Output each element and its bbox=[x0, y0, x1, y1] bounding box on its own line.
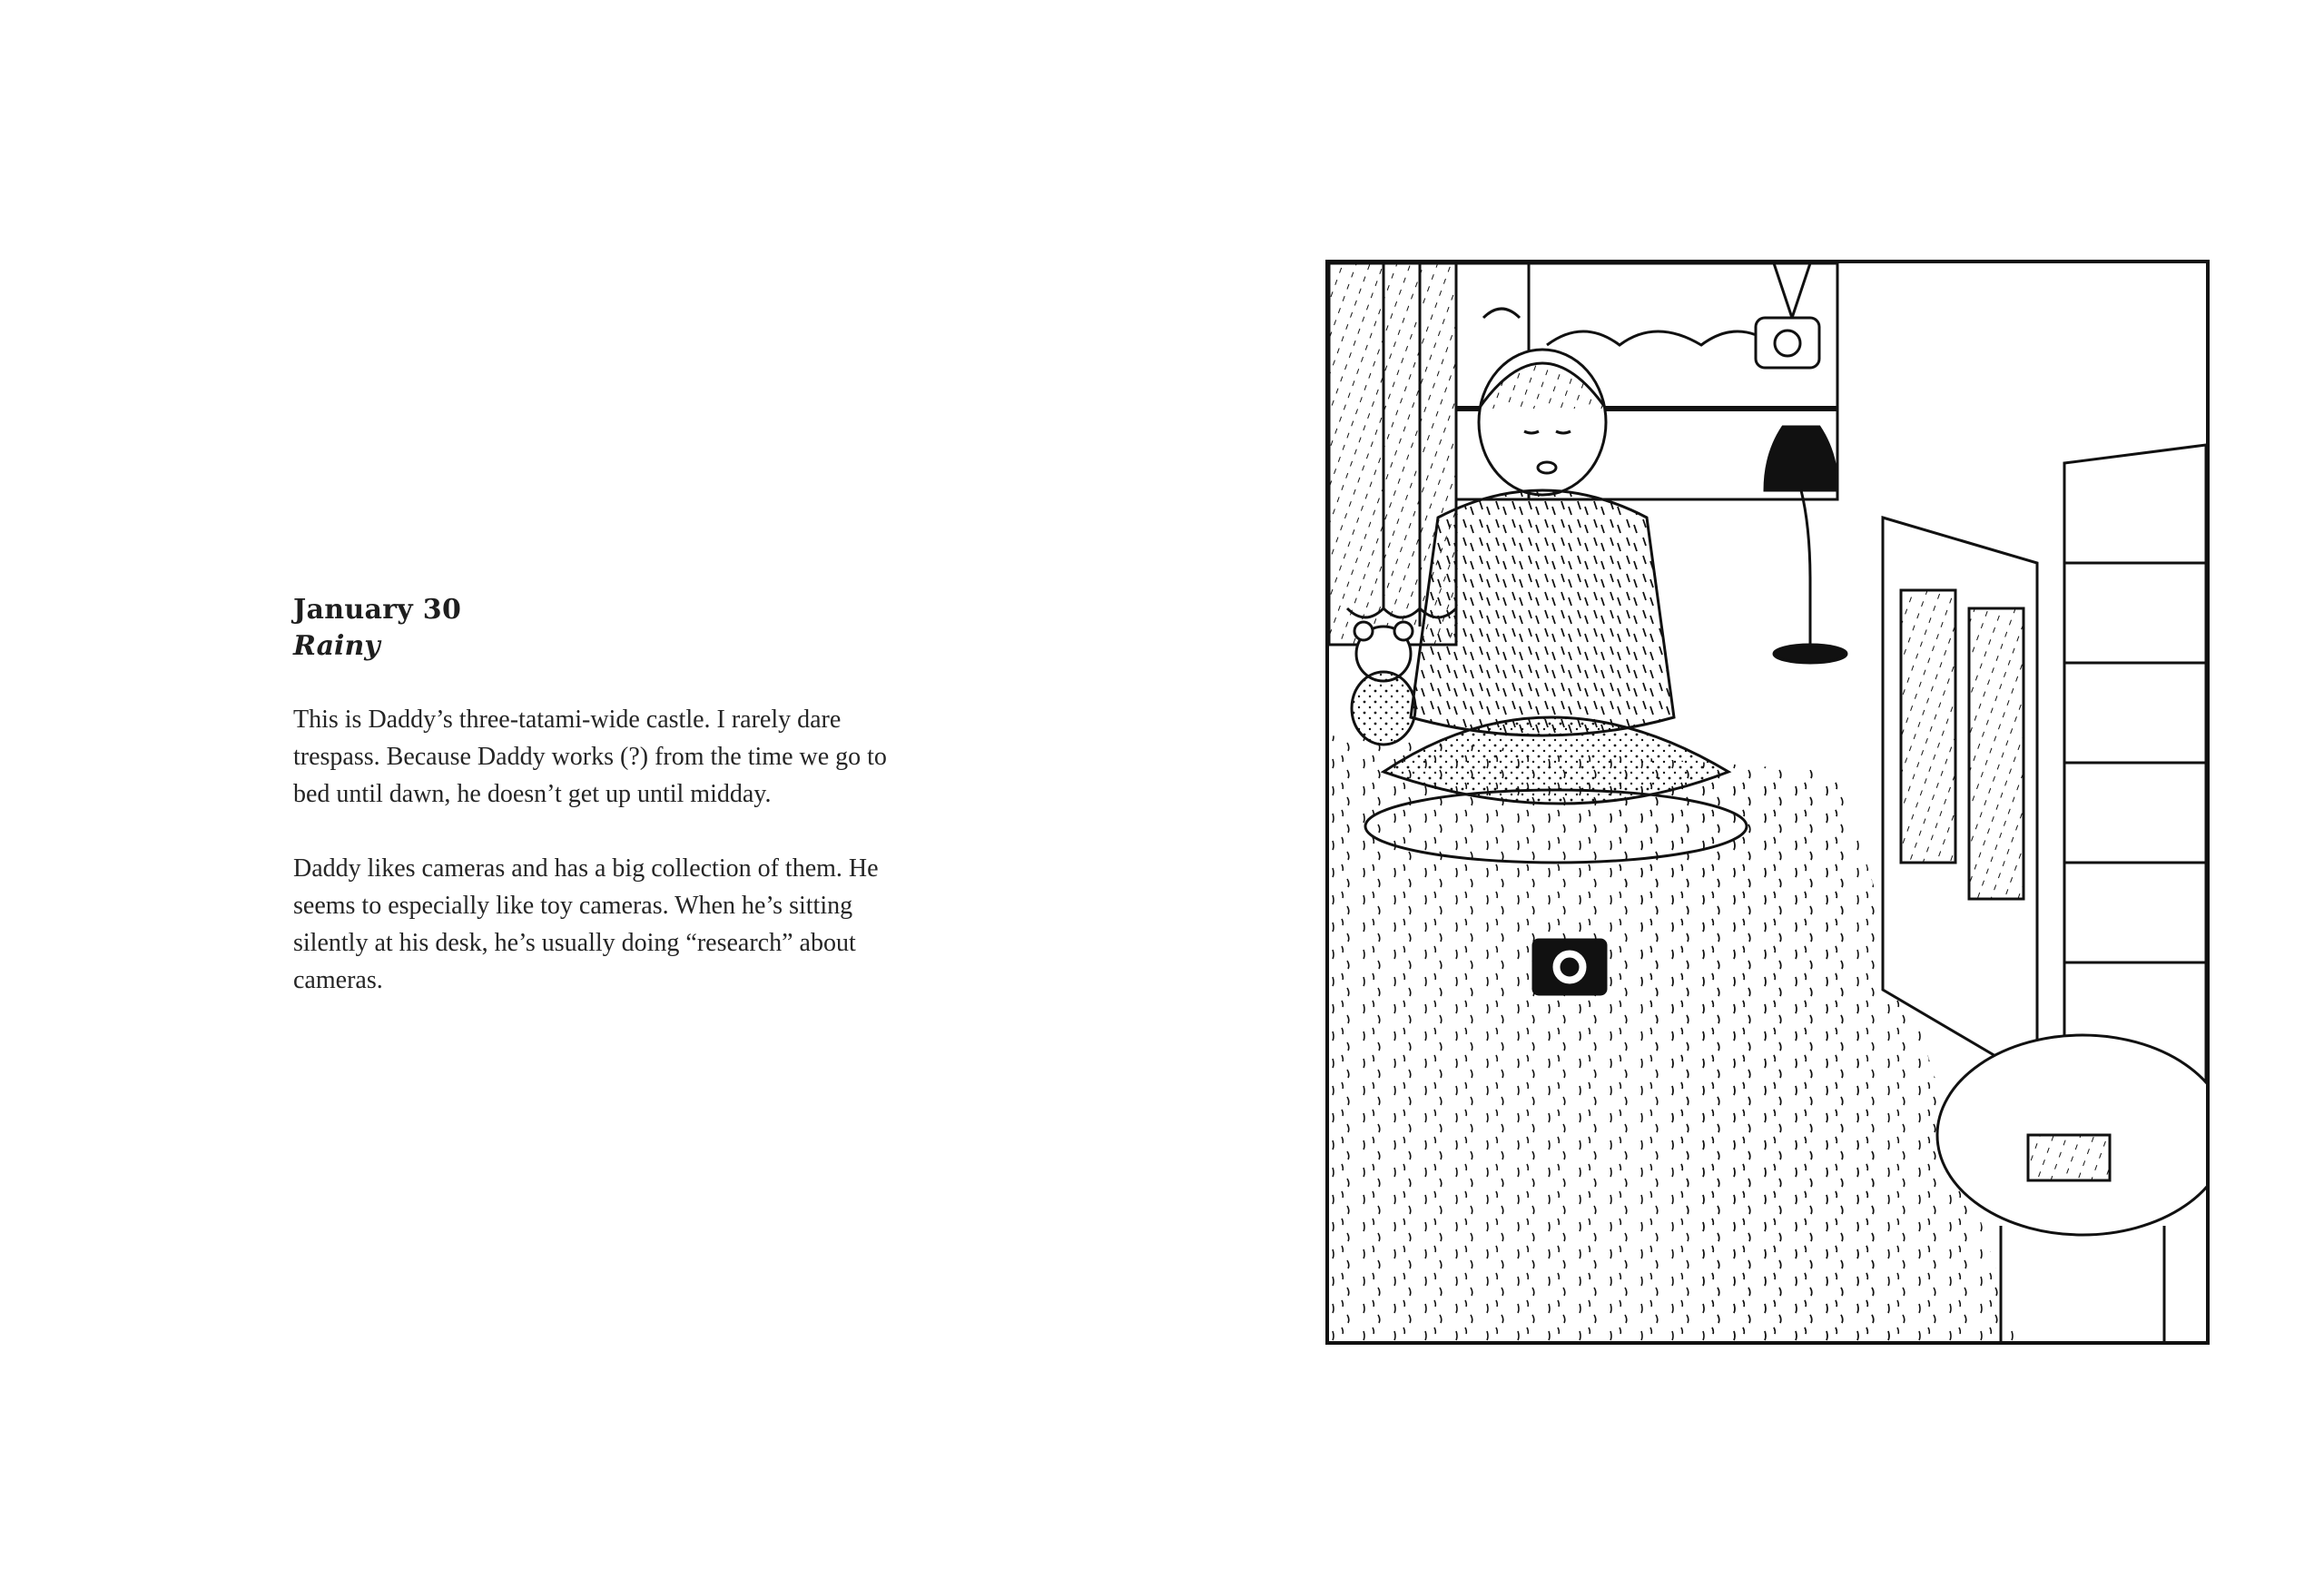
glass-cabinet bbox=[1883, 518, 2037, 1081]
hanging-bag bbox=[1756, 263, 1819, 368]
diary-entry bbox=[293, 592, 892, 1036]
desk-lamp bbox=[1765, 427, 1846, 663]
bookshelf bbox=[2064, 445, 2206, 1081]
entry-paragraph-2: Daddy likes cameras and has a big collection of them. He seems to especially like toy cameras. When he’s sitting silently at his desk, he’s usually doing “research” about cameras. bbox=[293, 854, 879, 994]
illustration-drawing bbox=[1329, 263, 2206, 1341]
entry-paragraph-1: This is Daddy’s three-tatami-wide castle. I rarely dare trespass. Because Daddy works (?) from the time we go to bed until dawn, he doesn’t get up until midday. bbox=[293, 706, 887, 808]
toy-camera bbox=[1533, 940, 1606, 994]
room-illustration bbox=[1325, 260, 2210, 1345]
entry-weather: Rainy bbox=[293, 630, 380, 662]
entry-date: January 30 bbox=[293, 594, 462, 626]
teddy-bear bbox=[1352, 622, 1415, 745]
